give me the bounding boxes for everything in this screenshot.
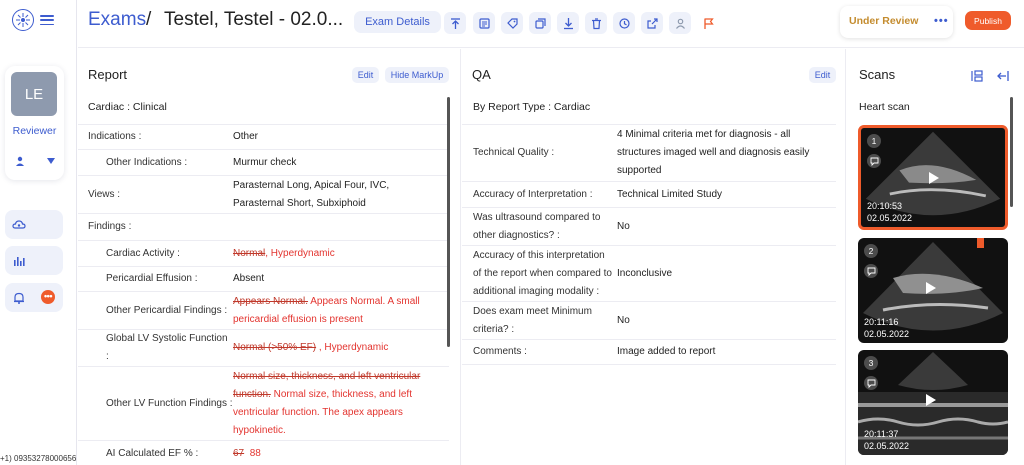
assign-user-button[interactable] — [669, 12, 691, 34]
exam-details-button[interactable]: Exam Details — [354, 11, 441, 33]
upload-icon — [449, 17, 462, 30]
field-value: No — [617, 314, 630, 326]
comment-icon[interactable] — [864, 264, 878, 278]
avatar[interactable]: LE — [11, 72, 57, 116]
nav-stats-button[interactable] — [5, 246, 63, 275]
scans-title: Scans — [859, 67, 896, 82]
report-scrollbar[interactable] — [447, 97, 450, 347]
field-value: Inconclusive — [617, 267, 673, 279]
trash-icon — [590, 17, 603, 30]
field-value: Murmur check — [233, 156, 297, 168]
qa-title: QA — [472, 67, 491, 82]
field-value: Image added to report — [617, 346, 716, 357]
publish-button[interactable]: Publish — [965, 11, 1011, 30]
markup-added: 88 — [249, 447, 261, 459]
status-label[interactable]: Under Review — [849, 15, 919, 27]
markup-added: , Hyperdynamic — [265, 247, 335, 259]
field-label: Does exam meet Minimum criteria? : — [473, 305, 592, 335]
markup-removed: Appears Normal. — [233, 295, 309, 307]
markup-removed: Normal (>50% EF) — [233, 342, 317, 353]
tag-icon — [506, 17, 519, 30]
collapse-icon — [996, 69, 1010, 83]
qa-panel — [462, 49, 846, 465]
collapse-panel-button[interactable] — [994, 67, 1012, 85]
field-label: Cardiac Activity : — [106, 247, 180, 259]
field-label: Comments : — [473, 346, 527, 357]
scan-time: 20:10:53 — [867, 201, 903, 211]
table-row — [78, 149, 449, 175]
field-value: Absent — [233, 273, 265, 284]
field-label: Findings : — [88, 221, 132, 232]
user-card — [5, 66, 64, 180]
nav-notifications-button[interactable] — [5, 283, 63, 312]
field-label: Indications : — [88, 131, 142, 142]
markup-added: , Hyperdynamic — [318, 342, 389, 353]
breadcrumb-separator: / — [146, 9, 152, 30]
external-link-icon — [646, 17, 659, 30]
tag-button[interactable] — [501, 12, 523, 34]
history-button[interactable] — [613, 12, 635, 34]
notes-icon — [478, 17, 491, 30]
status-dropdown — [840, 6, 953, 38]
bar-chart-icon — [12, 254, 26, 268]
field-value: Other — [233, 131, 259, 142]
markup-added: Normal size, thickness, and left ventricular function. The apex appears hypokinetic. — [233, 388, 412, 436]
header — [78, 0, 1024, 48]
person-icon — [15, 156, 25, 166]
play-icon[interactable] — [929, 172, 939, 184]
cloud-icon — [12, 218, 26, 232]
field-label: Was ultrasound compared to other diagnostics? : — [473, 211, 601, 241]
field-value — [233, 445, 449, 463]
status-menu-icon[interactable]: ••• — [934, 15, 949, 27]
report-edit-button[interactable]: Edit — [352, 67, 379, 83]
field-value — [233, 245, 449, 263]
scan-time: 20:11:37 — [864, 429, 899, 439]
scan-date: 02.05.2022 — [864, 441, 910, 451]
table-row — [78, 213, 449, 240]
scans-panel — [847, 49, 1024, 465]
layout-icon — [970, 69, 984, 83]
table-row — [78, 366, 449, 440]
bell-icon — [12, 291, 26, 305]
scans-scrollbar[interactable] — [1010, 97, 1013, 207]
scan-thumbnail[interactable] — [858, 125, 1008, 230]
table-row — [78, 124, 449, 149]
field-value — [233, 339, 449, 357]
phone-number: +1) 09353278000656 — [0, 454, 77, 463]
comment-icon[interactable] — [864, 376, 878, 390]
field-label: AI Calculated EF % : — [106, 447, 199, 459]
table-row — [78, 266, 449, 291]
stack-icon — [534, 17, 547, 30]
field-label: Accuracy of Interpretation : — [473, 188, 593, 200]
scan-date: 02.05.2022 — [864, 329, 910, 339]
comment-icon[interactable] — [867, 154, 881, 168]
more-icon[interactable]: ••• — [41, 290, 55, 304]
page-title: Testel, Testel - 02.0... — [164, 9, 344, 30]
markup-removed: 67 — [233, 447, 245, 459]
field-label: Views : — [88, 188, 121, 200]
report-panel — [78, 49, 461, 465]
table-row — [78, 240, 449, 266]
table-row — [78, 175, 449, 213]
scan-number: 1 — [867, 134, 881, 148]
field-label: Other Indications : — [106, 156, 188, 168]
markup-removed: Normal size, thickness, and left ventricular function. — [233, 370, 421, 400]
flag-icon — [702, 17, 715, 30]
table-row — [462, 245, 836, 301]
notes-button[interactable] — [473, 12, 495, 34]
scan-number: 2 — [864, 244, 878, 258]
scan-group-title: Heart scan — [859, 101, 910, 113]
play-icon[interactable] — [926, 394, 936, 406]
scan-thumbnail[interactable] — [858, 350, 1008, 455]
table-row — [462, 339, 836, 365]
table-row — [462, 124, 836, 181]
qa-edit-button[interactable]: Edit — [809, 67, 836, 83]
table-row — [78, 291, 449, 329]
history-icon — [618, 17, 631, 30]
delete-button[interactable] — [585, 12, 607, 34]
table-row — [78, 440, 449, 465]
play-icon[interactable] — [926, 282, 936, 294]
hide-markup-button[interactable]: Hide MarkUp — [385, 67, 449, 83]
field-label: Global LV Systolic Function : — [106, 333, 228, 362]
stack-button[interactable] — [529, 12, 551, 34]
layout-toggle-button[interactable] — [968, 67, 986, 85]
qa-report-type: By Report Type : Cardiac — [473, 101, 591, 113]
report-title: Report — [88, 67, 128, 82]
field-label: Other Pericardial Findings : — [106, 304, 228, 316]
flag-marker-icon — [977, 238, 984, 248]
field-value: Technical Limited Study — [617, 188, 723, 200]
nav-scans-button[interactable] — [5, 210, 63, 239]
field-value — [233, 368, 449, 440]
field-label: Accuracy of this interpretation of the report when compared to additional imaging modality : — [473, 249, 612, 297]
field-label: Technical Quality : — [473, 147, 555, 158]
qa-fields — [462, 124, 836, 365]
markup-added: Appears Normal. A small pericardial effusion is present — [233, 295, 420, 325]
report-type: Cardiac : Clinical — [88, 101, 167, 113]
table-row — [78, 329, 449, 366]
field-label: Pericardial Effusion : — [106, 273, 198, 284]
logo-icon[interactable] — [12, 9, 34, 31]
field-label: Other LV Function Findings : — [106, 397, 233, 409]
user-menu-toggle[interactable] — [15, 152, 55, 170]
download-button[interactable] — [557, 12, 579, 34]
field-value: 4 Minimal criteria met for diagnosis - all structures imaged well and diagnosis easily supported — [617, 129, 810, 176]
breadcrumb-exams-link[interactable]: Exams — [88, 9, 147, 30]
menu-icon[interactable] — [40, 15, 54, 25]
scan-number: 3 — [864, 356, 878, 370]
markup-removed: Normal — [233, 247, 266, 259]
left-rail — [0, 0, 77, 465]
scan-time: 20:11:16 — [864, 317, 899, 327]
open-external-button[interactable] — [641, 12, 663, 34]
scan-thumbnail[interactable] — [858, 238, 1008, 343]
upload-button[interactable] — [444, 12, 466, 34]
report-fields — [78, 124, 449, 465]
table-row — [462, 301, 836, 339]
table-row — [462, 181, 836, 207]
table-row — [462, 207, 836, 245]
flag-button[interactable] — [697, 12, 719, 34]
user-role: Reviewer — [12, 125, 57, 137]
caret-down-icon — [47, 158, 55, 164]
download-icon — [562, 17, 575, 30]
field-value: Parasternal Long, Apical Four, IVC, Parasternal Short, Subxiphoid — [233, 179, 390, 209]
scan-date: 02.05.2022 — [867, 213, 913, 223]
field-value — [233, 293, 449, 329]
field-value: No — [617, 220, 630, 232]
user-icon — [674, 17, 687, 30]
